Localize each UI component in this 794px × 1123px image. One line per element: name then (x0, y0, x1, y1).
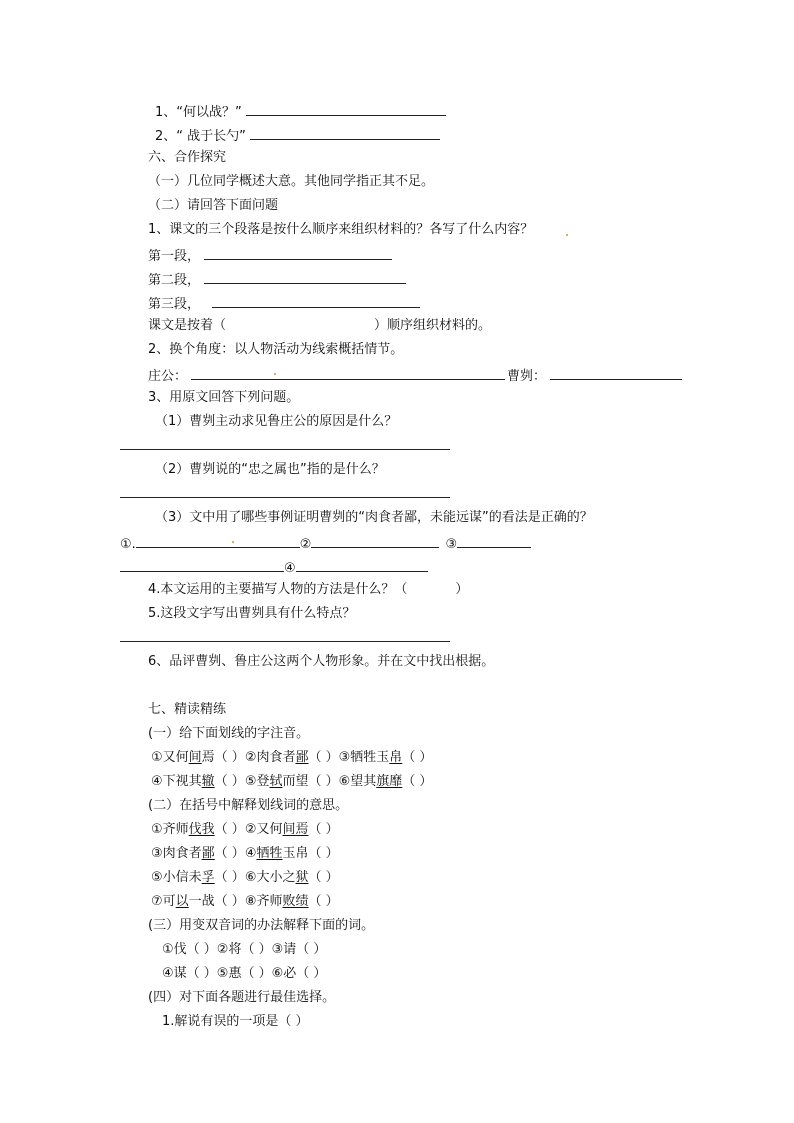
item-text: （ ） (402, 750, 433, 765)
item-text: （ ） (308, 894, 339, 909)
underlined-word: 鄙 (201, 846, 215, 861)
underlined-word: 轼 (269, 774, 283, 789)
order-prefix: 课文是按着（ (148, 318, 227, 333)
sec7-part4: (四）对下面各题进行最佳选择。 (148, 990, 336, 1005)
caogui-label: 曹刿： (507, 369, 547, 384)
order-row (148, 317, 491, 335)
section-6-heading: 六、合作探究 (148, 150, 227, 165)
answer-blank[interactable] (246, 101, 446, 116)
underlined-word: 鄙 (295, 750, 309, 765)
stray-dot (232, 541, 234, 543)
examples-row-2 (120, 557, 428, 575)
para-2-label: 第二段， (148, 273, 201, 288)
answer-blank[interactable] (204, 269, 406, 284)
section-7-heading: 七、精读精练 (148, 702, 227, 717)
answer-line[interactable] (120, 641, 450, 642)
sec6-q6: 6、品评曹刿、鲁庄公这两个人物形象。并在文中找出根据。 (148, 654, 495, 669)
explain-row-3 (151, 869, 339, 887)
sec7-part3: (三）用变双音词的办法解释下面的词。 (148, 918, 375, 933)
sec6-part1: （一）几位同学概述大意。其他同学指正其不足。 (148, 174, 435, 189)
item-text: ⑤登 (244, 774, 270, 789)
underlined-word: 帛 (389, 750, 403, 765)
examples-row-1 (120, 533, 531, 551)
item-text: ③牺牲玉 (338, 750, 390, 765)
answer-line[interactable] (120, 449, 450, 450)
example-1-label: ①. (120, 537, 136, 552)
item-text: ⑥大小之 (244, 870, 296, 885)
underlined-word: 辙 (201, 774, 215, 789)
pinyin-row-1 (151, 749, 432, 767)
answer-blank[interactable] (311, 533, 439, 548)
answer-blank[interactable] (212, 293, 420, 308)
stray-dot (566, 234, 568, 236)
compound-row-2: ④谋（ ）⑤惠（ ）⑥必（ ） (162, 966, 327, 981)
item-text: ⑥望其 (338, 774, 377, 789)
q4-text: 4.本文运用的主要描写人物的方法是什么？（ (148, 582, 408, 597)
underlined-word: 伐我 (188, 822, 215, 837)
answer-blank[interactable] (136, 533, 300, 548)
item-text: （ ） (214, 846, 245, 861)
answer-blank[interactable] (457, 533, 531, 548)
sec6-q2: 2、换个角度：以人物活动为线索概括情节。 (148, 342, 404, 357)
item-text: 而望（ ） (282, 774, 339, 789)
item-text: （ ） (214, 774, 245, 789)
underlined-word: 败绩 (282, 894, 309, 909)
answer-blank[interactable] (550, 365, 682, 380)
para-3-label: 第三段， (148, 297, 201, 312)
answer-blank[interactable] (204, 245, 392, 260)
item-text: （ ） (308, 870, 339, 885)
para-2-row (148, 269, 406, 287)
underlined-word: 牺牲 (256, 846, 283, 861)
item-text: 一战（ ） (188, 894, 245, 909)
pinyin-row-2 (151, 773, 432, 791)
example-2-label: ② (299, 537, 312, 552)
answer-blank[interactable] (296, 557, 428, 572)
underlined-word: 以 (175, 894, 189, 909)
sec6-q4 (148, 581, 468, 599)
sec6-q3-1: （1）曹刿主动求见鲁庄公的原因是什么？ (155, 414, 398, 429)
stray-dot (274, 373, 276, 375)
sec6-q5: 5.这段文字写出曹刿具有什么特点？ (148, 606, 356, 621)
item-text: ④ (244, 846, 257, 861)
sec6-part2: （二）请回答下面问题 (148, 198, 279, 213)
q4-paren: ） (455, 582, 469, 597)
answer-blank[interactable] (250, 125, 440, 140)
explain-row-2 (151, 845, 339, 863)
sec7-part2: (二）在括号中解释划线词的意思。 (148, 798, 349, 813)
item-text: ①齐师 (151, 822, 189, 837)
item-text: （ ） (308, 822, 339, 837)
example-4-label: ④ (284, 561, 296, 576)
item-text: 焉（ ） (201, 750, 245, 765)
item-text: ③肉食者 (151, 846, 202, 861)
question-2 (155, 125, 440, 143)
sec6-q3-3: （3）文中用了哪些事例证明曹刿的“肉食者鄙，未能远谋”的看法是正确的？ (155, 510, 593, 525)
example-3-label: ③ (445, 537, 458, 552)
item-text: ⑦可 (151, 894, 176, 909)
compound-row-1: ①伐（ ）②将（ ）③请（ ） (162, 942, 327, 957)
underlined-word: 旗靡 (376, 774, 403, 789)
question-2-text: 2、“ 战于长勺” (155, 129, 246, 144)
choice-q1: 1.解说有误的一项是（ ） (162, 1014, 309, 1029)
item-text: ⑧齐师 (244, 894, 283, 909)
answer-blank[interactable] (120, 557, 284, 572)
explain-row-1 (151, 821, 339, 839)
sec6-q3-2: （2）曹刿说的“忠之属也”指的是什么？ (155, 462, 385, 477)
item-text: （ ） (402, 774, 433, 789)
question-1-text: 1、“何以战？” (155, 105, 242, 120)
question-1 (155, 101, 446, 119)
item-text: ①又何 (151, 750, 189, 765)
sec6-q3: 3、用原文回答下列问题。 (148, 390, 300, 405)
characters-row (148, 365, 682, 383)
sec7-part1: (一）给下面划线的字注音。 (148, 726, 310, 741)
item-text: （ ） (308, 750, 339, 765)
item-text: ⑤小信未 (151, 870, 202, 885)
order-suffix: ）顺序组织材料的。 (374, 318, 492, 333)
underlined-word: 狱 (295, 870, 309, 885)
item-text: （ ） (214, 870, 245, 885)
underlined-word: 间 (188, 750, 202, 765)
para-1-label: 第一段， (148, 249, 201, 264)
item-text: ②肉食者 (244, 750, 296, 765)
item-text: （ ） (214, 822, 245, 837)
explain-row-4 (151, 893, 339, 911)
underlined-word: 孚 (201, 870, 215, 885)
para-1-row (148, 245, 392, 263)
item-text: ②又何 (244, 822, 283, 837)
zhuanggong-label: 庄公： (148, 369, 188, 384)
item-text: 玉帛（ ） (282, 846, 339, 861)
underlined-word: 间焉 (282, 822, 309, 837)
para-3-row (148, 293, 420, 311)
answer-blank[interactable] (191, 365, 505, 380)
sec6-q1: 1、课文的三个段落是按什么顺序来组织材料的？各写了什么内容？ (148, 222, 534, 237)
item-text: ④下视其 (151, 774, 202, 789)
answer-line[interactable] (120, 497, 450, 498)
